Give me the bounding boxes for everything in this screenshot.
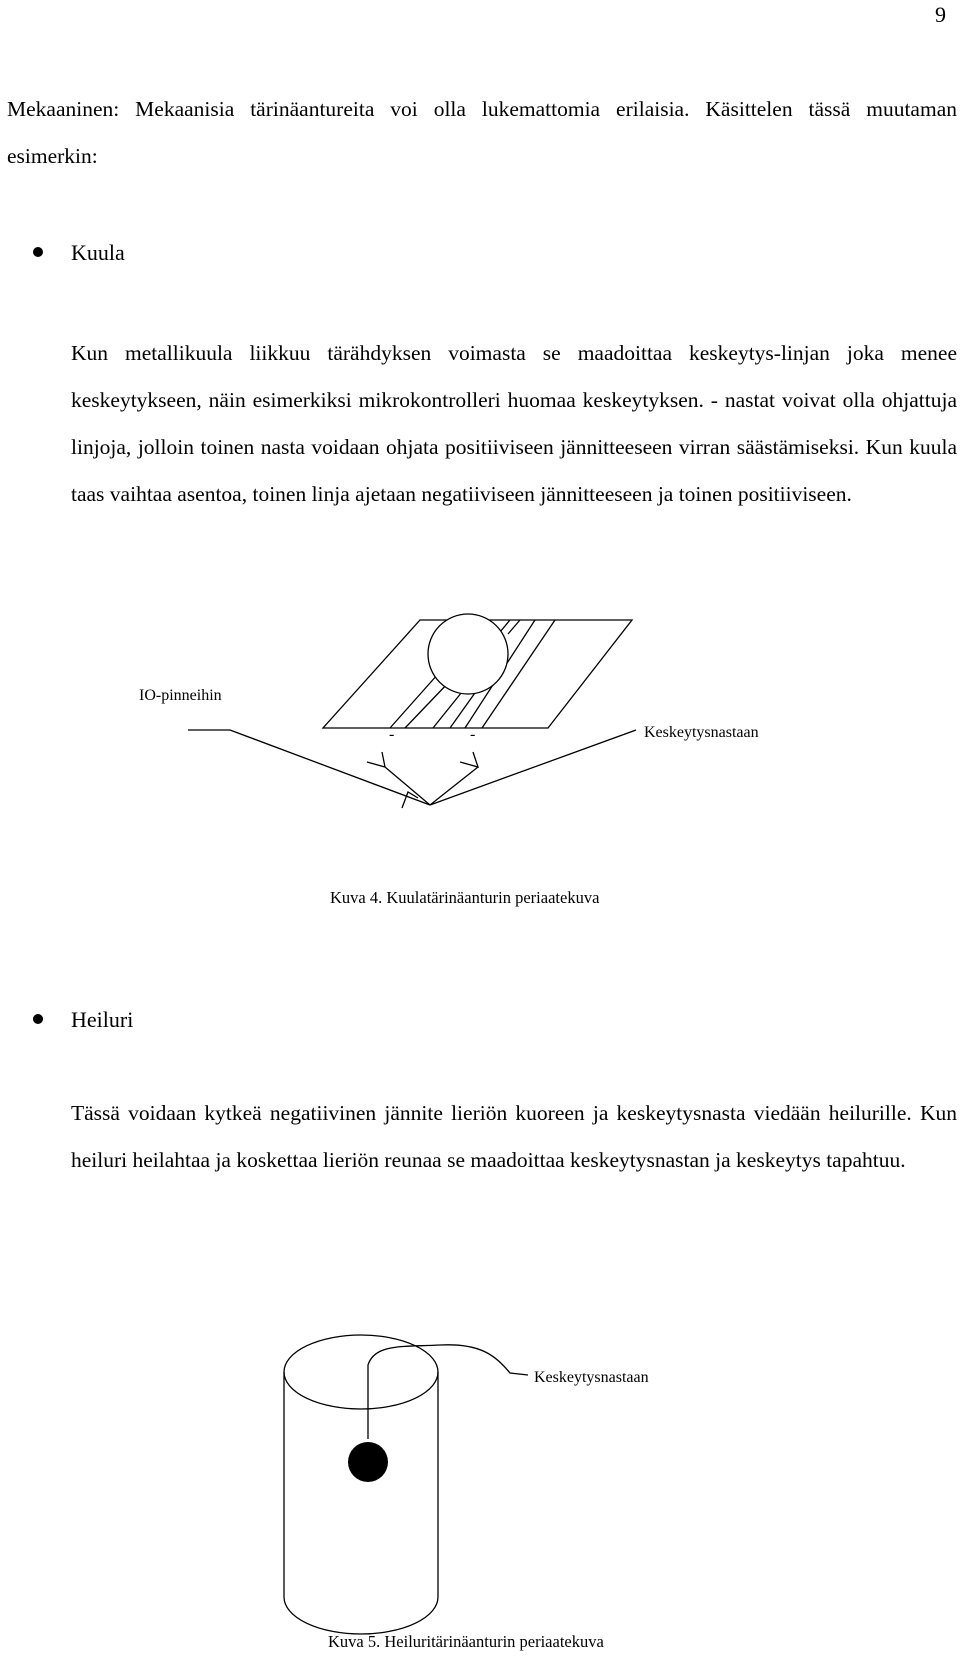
- bullet-label: Kuula: [71, 240, 125, 265]
- rail-8: [508, 620, 520, 634]
- pin-mark-2: -: [470, 726, 476, 743]
- pendulum-wire: [368, 1345, 528, 1439]
- rail-7: [500, 620, 510, 632]
- arrowhead-1-icon: [367, 752, 385, 767]
- ball-sensor-diagram: [0, 620, 960, 860]
- pin-mark-1: -: [389, 726, 395, 743]
- heiluri-paragraph: Tässä voidaan kytkeä negatiivinen jännite lieriön kuoreen ja keskeytysnasta viedään heilurille. Kun heiluri heilahtaa ja koskettaa lieriön reunaa se maadoittaa keskeytysnastan ja keskeytys tapahtuu.: [71, 1101, 957, 1172]
- interrupt-wire: [430, 730, 636, 805]
- figure-5-caption: Kuva 5. Heiluritärinäanturin periaatekuva: [328, 1632, 604, 1651]
- figure-4-caption: Kuva 4. Kuulatärinäanturin periaatekuva: [330, 888, 600, 907]
- metal-ball-icon: [428, 614, 508, 694]
- io-label: IO-pinneihin: [139, 687, 222, 704]
- io-wire-arrow-shaft: [385, 767, 430, 805]
- intro-paragraph: Mekaaninen: Mekaanisia tärinäantureita voi olla lukemattomia erilaisia. Käsittelen tässä muutaman esimerkin:: [7, 97, 957, 168]
- interrupt-label: Keskeytysnastaan: [644, 724, 759, 741]
- page-number: 9: [935, 2, 946, 27]
- cylinder-bottom: [284, 1597, 438, 1634]
- kuula-paragraph: Kun metallikuula liikkuu tärähdyksen voimasta se maadoittaa keskeytys-linjan joka menee keskeytykseen, näin esimerkiksi mikrokontrolleri huomaa keskeytyksen. - nastat voivat olla ohjattuja linjoja, jolloin toinen nasta voidaan ohjata positiiviseen jännitteeseen virran säästämiseksi. Kun kuula taas vaihtaa asentoa, toinen linja ajetaan negatiiviseen jännitteeseen ja toinen positiiviseen.: [71, 341, 957, 506]
- bullet-dot-icon: [33, 247, 43, 257]
- bullet-label: Heiluri: [71, 1007, 134, 1032]
- pendulum-sensor-diagram: [0, 1335, 960, 1635]
- arrowhead-2-icon: [460, 752, 478, 767]
- interrupt-label-2: Keskeytysnastaan: [534, 1369, 649, 1386]
- io-wire-branch: [430, 767, 478, 805]
- pendulum-bob-icon: [348, 1442, 388, 1482]
- bullet-dot-icon: [33, 1014, 43, 1024]
